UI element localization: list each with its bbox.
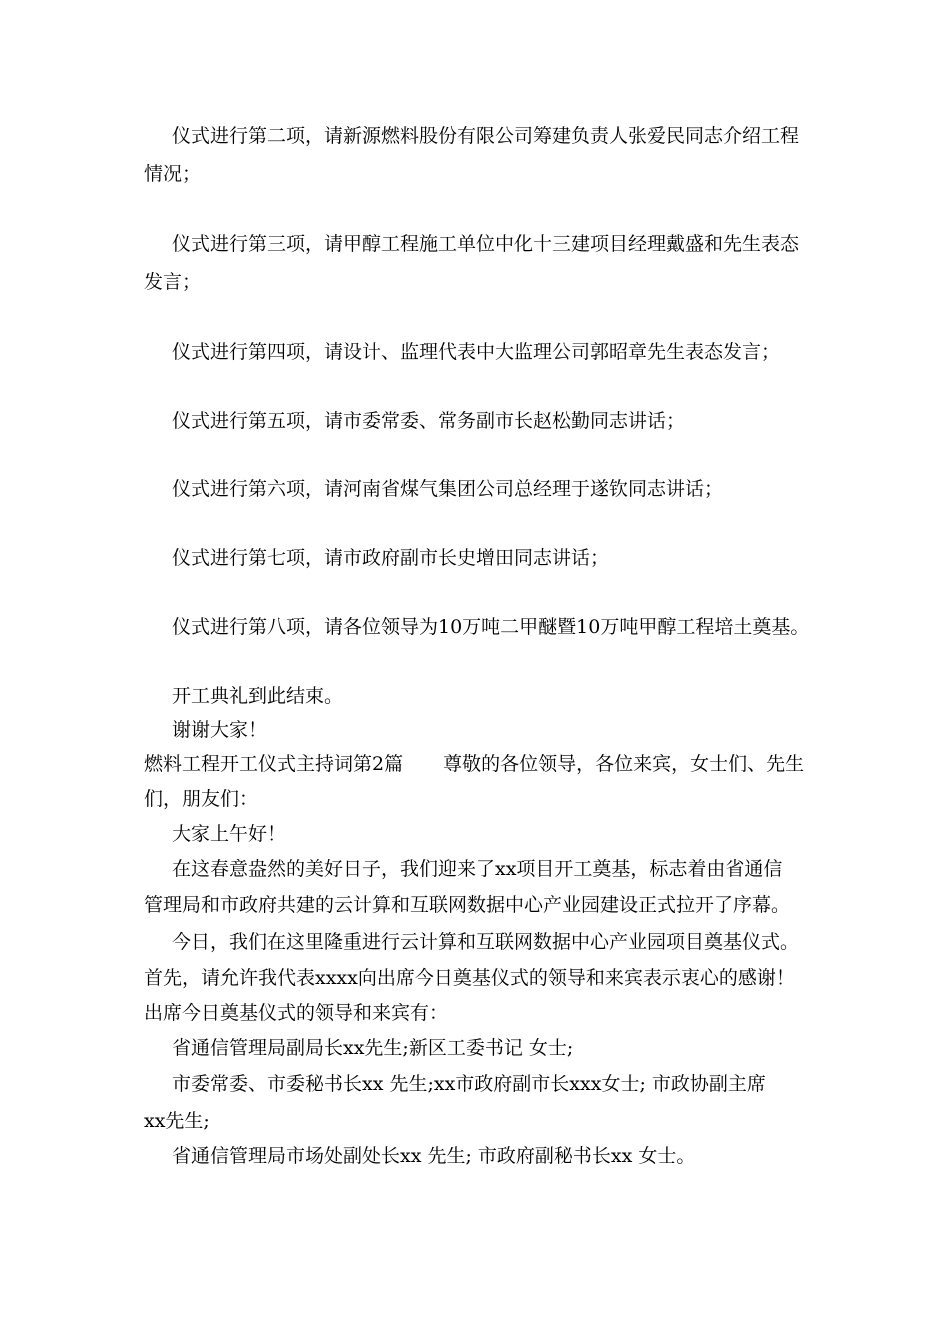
item-7: 仪式进行第七项，请市政府副市长史增田同志讲话； <box>172 547 610 569</box>
item-4: 仪式进行第四项，请设计、监理代表中大监理公司郭昭章先生表态发言； <box>172 341 781 363</box>
guest-line-2a: 市委常委、市委秘书长xx 先生;xx市政府副市长xxx女士; 市政协副主席 <box>172 1073 766 1095</box>
para-1-line-1: 在这春意盎然的美好日子，我们迎来了xx项目开工奠基，标志着由省通信 <box>172 858 783 880</box>
guest-line-1: 省通信管理局副局长xx先生;新区工委书记 女士; <box>172 1037 574 1059</box>
item-2-line-1: 仪式进行第二项，请新源燃料股份有限公司筹建负责人张爱民同志介绍工程 <box>172 125 800 147</box>
greeting: 大家上午好！ <box>172 823 287 845</box>
second-speech-heading: 燃料工程开工仪式主持词第2篇 <box>144 753 404 775</box>
closing-text: 开工典礼到此结束。 <box>172 685 344 707</box>
second-speech-first-line <box>144 752 804 776</box>
item-6: 仪式进行第六项，请河南省煤气集团公司总经理于遂钦同志讲话； <box>172 478 724 500</box>
salutation-part-2: 们，朋友们： <box>144 788 259 810</box>
thanks-text: 谢谢大家！ <box>172 719 268 741</box>
item-8: 仪式进行第八项，请各位领导为10万吨二甲醚暨10万吨甲醇工程培土奠基。 <box>172 616 810 638</box>
salutation-part-1: 尊敬的各位领导，各位来宾，女士们、先生 <box>443 753 805 775</box>
para-2-line-1: 今日，我们在这里隆重进行云计算和互联网数据中心产业园项目奠基仪式。 <box>172 931 800 953</box>
item-2-line-2: 情况； <box>144 163 202 185</box>
para-2-line-2: 首先，请允许我代表xxxx向出席今日奠基仪式的领导和来宾表示衷心的感谢！ <box>144 967 795 989</box>
item-3-line-2: 发言； <box>144 271 202 293</box>
guest-line-2b: xx先生; <box>144 1110 210 1132</box>
guest-line-3: 省通信管理局市场处副处长xx 先生; 市政府副秘书长xx 女士。 <box>172 1145 696 1167</box>
para-1-line-2: 管理局和市政府共建的云计算和互联网数据中心产业园建设正式拉开了序幕。 <box>144 894 791 916</box>
item-3-line-1: 仪式进行第三项，请甲醇工程施工单位中化十三建项目经理戴盛和先生表态 <box>172 233 800 255</box>
item-5: 仪式进行第五项，请市委常委、常务副市长赵松勤同志讲话； <box>172 410 686 432</box>
para-2-line-3: 出席今日奠基仪式的领导和来宾有： <box>144 1002 449 1024</box>
